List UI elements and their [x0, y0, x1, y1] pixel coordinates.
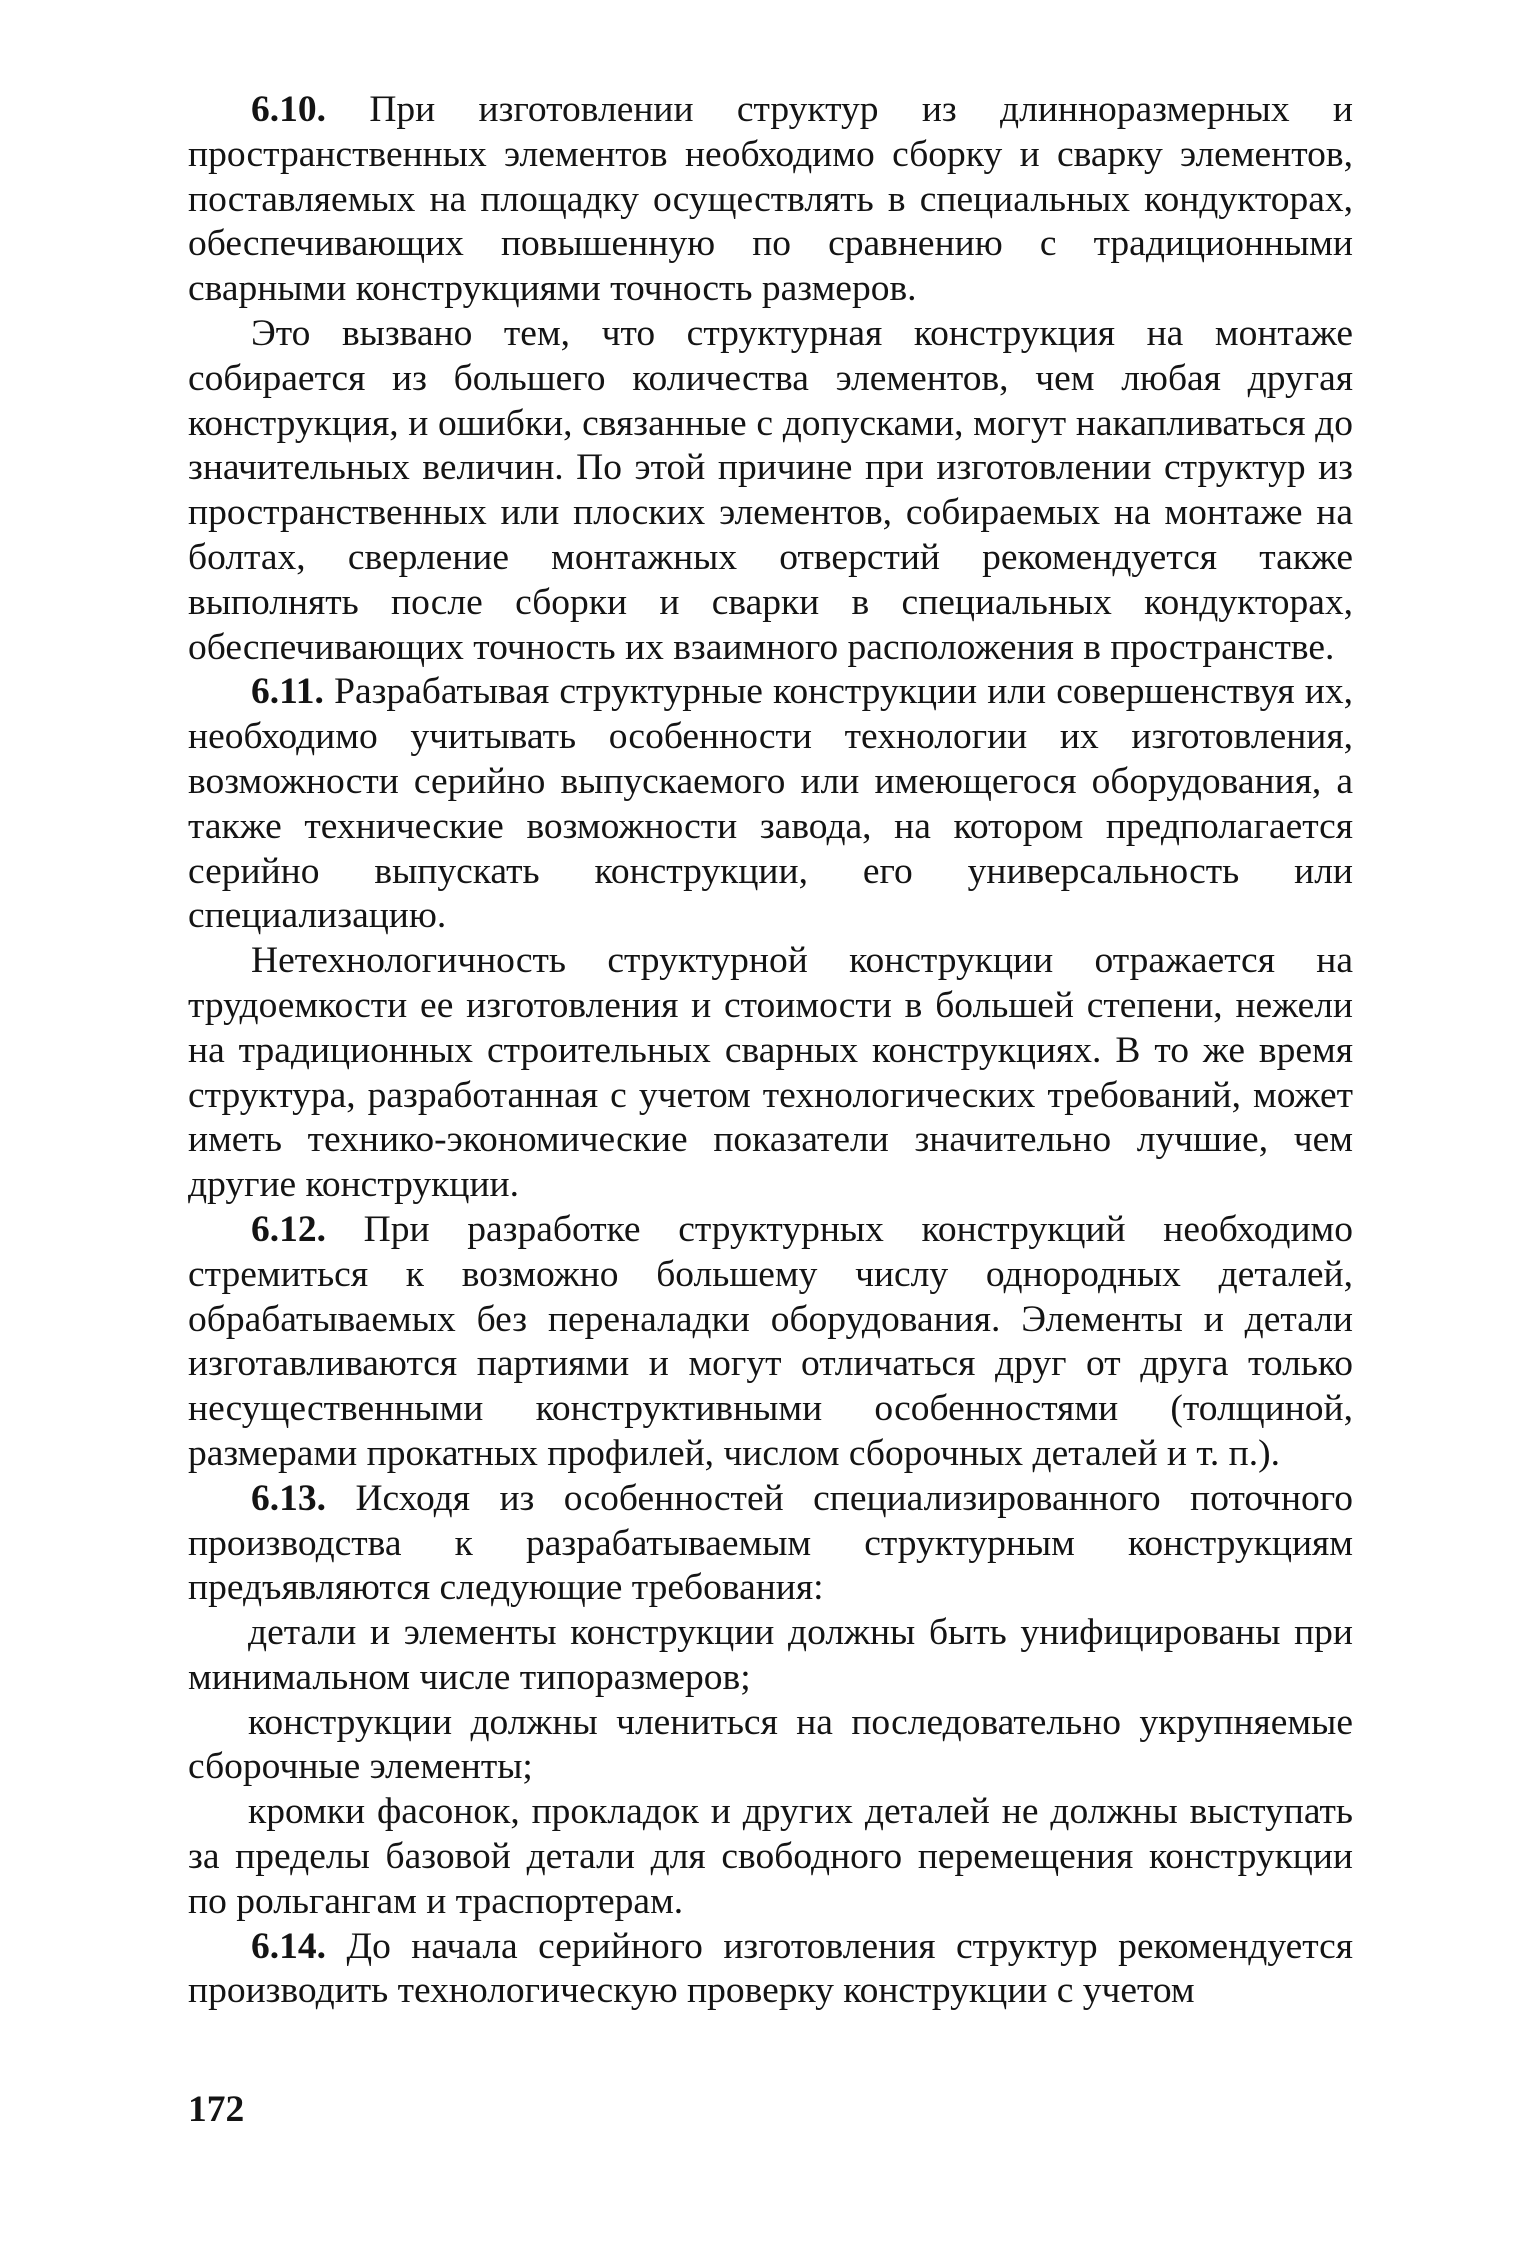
paragraph-text: При изготовлении структур из длинноразмерных и пространственных элементов необходимо сборку и сварку элементов, поставляемых на площадку осуществлять в специальных кондукторах, обеспечивающих повышенную по сравнению с традиционными сварными конструкциями точность размеров. [188, 89, 1353, 310]
section-number: 6.13. [251, 1477, 326, 1519]
paragraph-text: Разрабатывая структурные конструкции или совершенствуя их, необходимо учитывать особенности технологии их изготовления, возможности серийно выпускаемого или имеющегося оборудования, а также технические возможности завода, на котором предполагается серийно выпускать конструкции, его универсальность или специализацию. [188, 671, 1353, 937]
paragraph-text: конструкции должны члениться на последовательно укрупняемые сборочные элементы; [188, 1701, 1353, 1788]
paragraph-text: При разработке структурных конструкций необходимо стремиться к возможно большему числу однородных деталей, обрабатываемых без переналадки оборудования. Элементы и детали изготавливаются партиями и могут отличаться друг от друга только несущественными конструктивными особенностями (толщиной, размерами прокатных профилей, числом сборочных деталей и т. п.). [188, 1208, 1353, 1474]
paragraph-text: Исходя из особенностей специализированного поточного производства к разрабатываемым структурным конструкциям предъявляются следующие требования: [188, 1477, 1353, 1609]
paragraph-text: До начала серийного изготовления структур рекомендуется производить технологическую проверку конструкции с учетом [188, 1925, 1353, 2012]
paragraph-text: детали и элементы конструкции должны быть унифицированы при минимальном числе типоразмеров; [188, 1612, 1353, 1698]
paragraph-6-13 [188, 1477, 1353, 1611]
paragraph-6-12 [188, 1208, 1353, 1477]
section-number: 6.11. [251, 671, 324, 713]
paragraph-6-11 [188, 670, 1353, 939]
section-number: 6.12. [251, 1208, 326, 1250]
page-body [188, 88, 1353, 2014]
paragraph-text: Нетехнологичность структурной конструкции отражается на трудоемкости ее изготовления и стоимости в большей степени, нежели на традиционных строительных сварных конструкциях. В то же время структура, разработанная с учетом технологических требований, может иметь технико-экономические показатели значительно лучшие, чем другие конструкции. [188, 940, 1353, 1206]
paragraph-6-10-continued [188, 312, 1353, 670]
page-number: 172 [188, 2089, 245, 2130]
requirement-item [188, 1790, 1353, 1924]
paragraph-text: кромки фасонок, прокладок и других деталей не должны выступать за пределы базовой детали для свободного перемещения конструкции по рольгангам и траспортерам. [188, 1791, 1353, 1922]
section-number: 6.10. [251, 89, 326, 130]
section-number: 6.14. [251, 1925, 326, 1967]
paragraph-6-11-continued [188, 939, 1353, 1208]
paragraph-6-10 [188, 88, 1353, 312]
paragraph-text: Это вызвано тем, что структурная конструкция на монтаже собирается из большего количества элементов, чем любая другая конструкция, и ошибки, связанные с допусками, могут накапливаться до значительных величин. По этой причине при изготовлении структур из пространственных или плоских элементов, собираемых на монтаже на болтах, сверление монтажных отверстий рекомендуется также выполнять после сборки и сварки в специальных кондукторах, обеспечивающих точность их взаимного расположения в пространстве. [188, 312, 1353, 668]
requirement-item [188, 1701, 1353, 1791]
paragraph-6-14 [188, 1925, 1353, 2015]
requirement-item [188, 1611, 1353, 1701]
